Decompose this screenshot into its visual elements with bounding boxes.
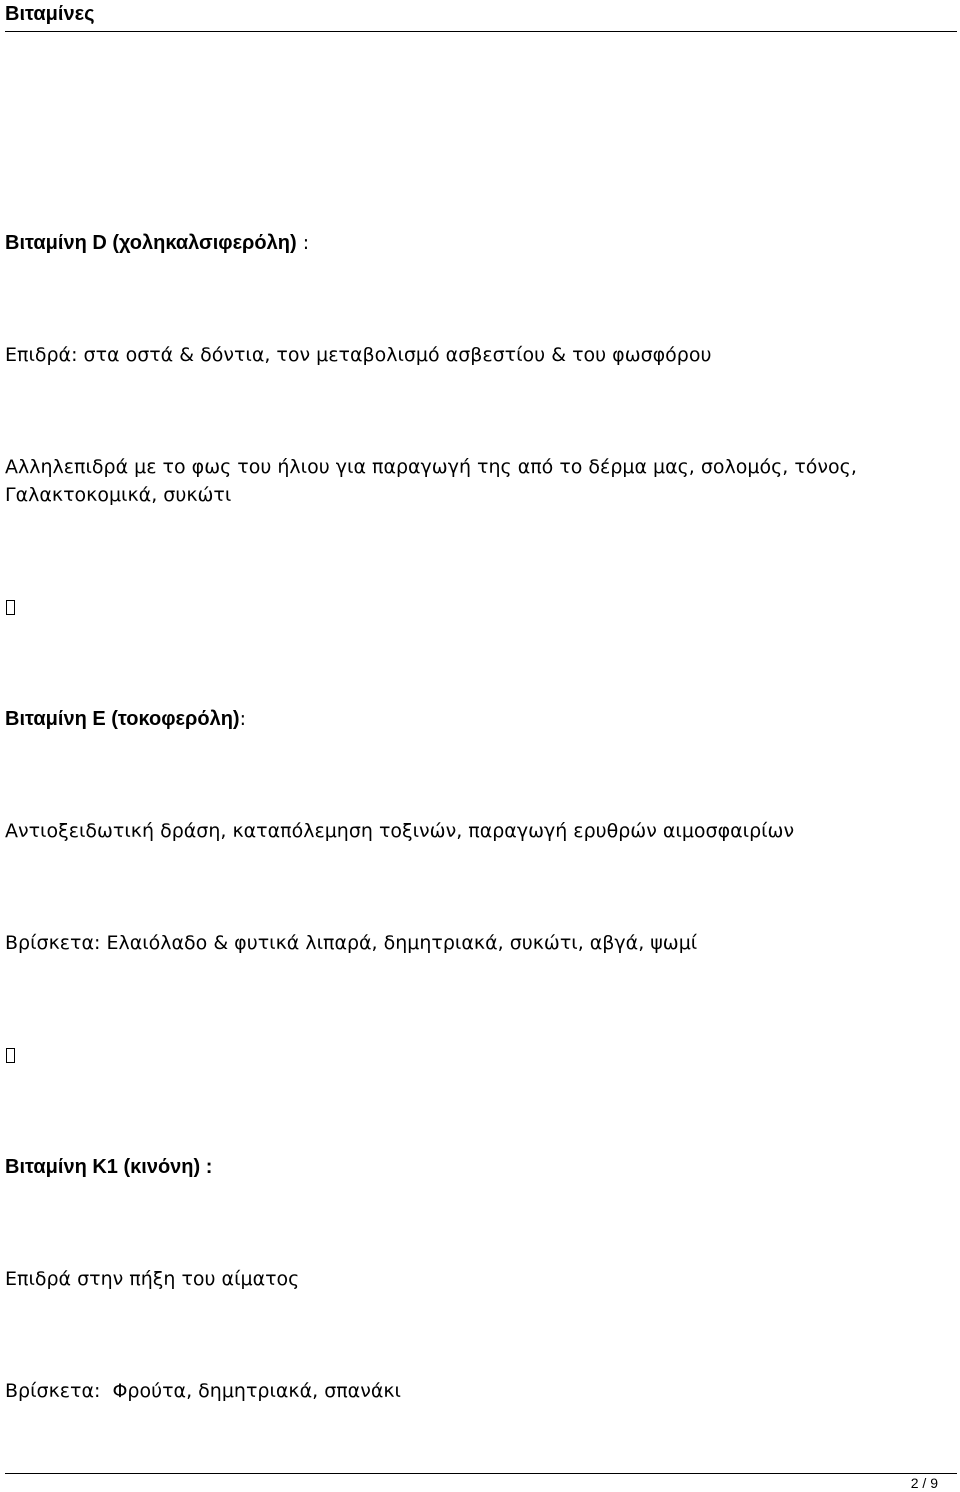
section-heading-suffix: : <box>296 232 310 254</box>
document-title: Βιταμίνες <box>5 3 95 25</box>
paragraph-vitamin-d-sources: Αλληλεπιδρά με το φως του ήλιου για παραγωγή της από το δέρμα μας, σολομός, τόνος, Γαλακτοκομικά, συκώτι <box>5 456 857 506</box>
missing-glyph-icon <box>6 1048 15 1063</box>
paragraph-vitamin-d-effect: Επιδρά: στα οστά & δόντια, τον μεταβολισμό ασβεστίου & του φωσφόρου <box>5 344 712 366</box>
section-heading-vitamin-d <box>5 229 950 257</box>
header-rule <box>5 31 957 32</box>
section-heading-text: Βιταμίνη D (χοληκαλσιφερόλη) <box>5 232 297 254</box>
section-heading-text: Βιταμίνη Ε (τοκοφερόλη) <box>5 708 240 730</box>
page-number: 2 / 9 <box>910 1475 938 1491</box>
paragraph-vitamin-e-sources: Βρίσκετα: Ελαιόλαδο & φυτικά λιπαρά, δημητριακά, συκώτι, αβγά, ψωμί <box>5 932 698 954</box>
section-heading-vitamin-k1 <box>5 1153 950 1181</box>
section-heading-text: Βιταμίνη Κ1 (κινόνη) : <box>5 1156 213 1178</box>
section-heading-vitamin-e <box>5 705 950 733</box>
paragraph-vitamin-e-effect: Αντιοξειδωτική δράση, καταπόλεμηση τοξινών, παραγωγή ερυθρών αιμοσφαιρίων <box>5 820 795 842</box>
missing-glyph-icon <box>6 600 15 615</box>
paragraph-vitamin-k1-effect: Επιδρά στην πήξη του αίματος <box>5 1268 300 1290</box>
footer-rule <box>5 1473 957 1474</box>
paragraph-vitamin-k1-sources: Βρίσκετα: Φρούτα, δημητριακά, σπανάκι <box>5 1380 401 1402</box>
section-heading-suffix: : <box>239 708 246 730</box>
